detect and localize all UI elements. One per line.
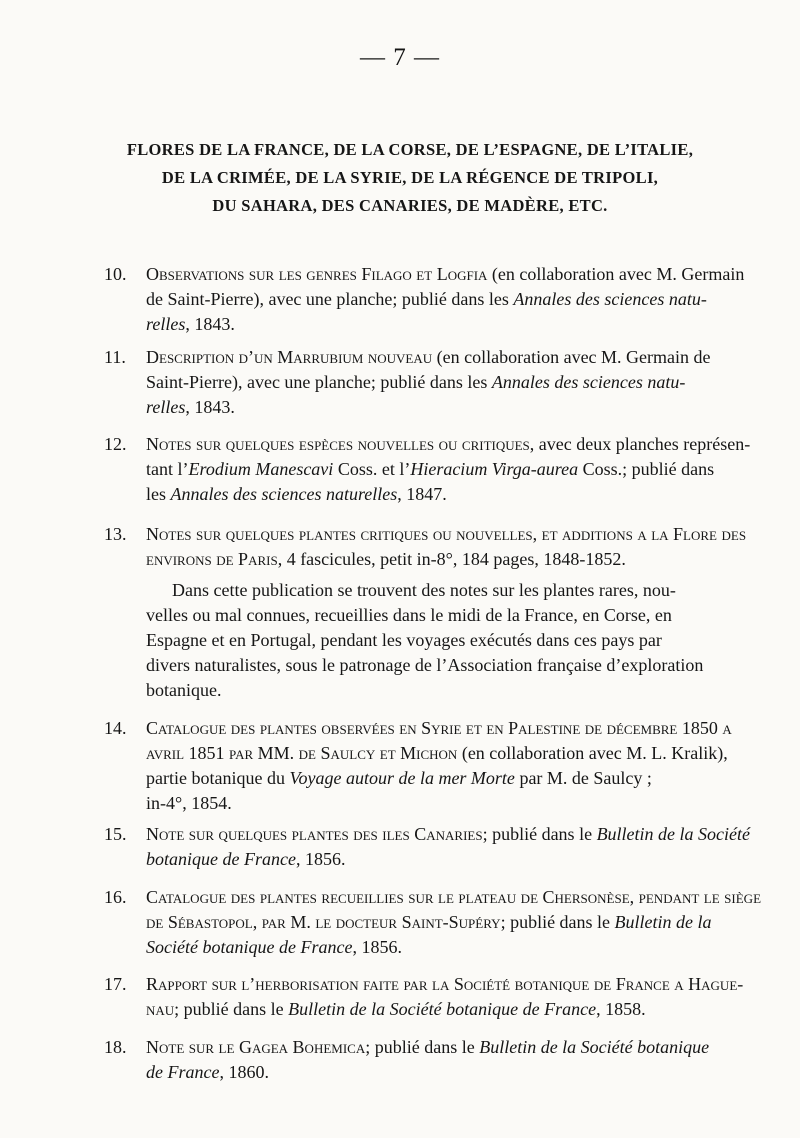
entry-number: 12. — [104, 434, 127, 454]
entry-number: 11. — [104, 347, 126, 367]
bibliography-entry-17: 17. Rapport sur l’herborisation faite par la Société botanique de France a Hague- nau; publié dans le Bulletin de la Société botanique de France, 1858. — [104, 974, 744, 1019]
bibliography-entry-10: 10. Observations sur les genres Filago et Logfia (en collaboration avec M. Germain de Saint-Pierre), avec une planche; publié dans les Annales des sciences natu- relles, 1843. — [104, 264, 745, 334]
section-heading — [80, 136, 740, 220]
entry-number: 18. — [104, 1037, 127, 1057]
entry-number: 15. — [104, 824, 127, 844]
entry-title: Catalogue des plantes observées en Syrie et en Palestine de décembre 1850 a — [146, 718, 732, 738]
entry-title: Note sur le Gagea Bohemica — [146, 1037, 366, 1057]
journal-title: Bulletin de la Société botanique de France — [288, 999, 597, 1019]
entry-number: 16. — [104, 887, 127, 907]
entry-title: Notes sur quelques espèces nouvelles ou critiques — [146, 434, 530, 454]
journal-title: Bulletin de la Société — [596, 824, 751, 844]
entry-title: Note sur quelques plantes des iles Canaries — [146, 824, 483, 844]
heading-line: DE LA CRIMÉE, DE LA SYRIE, DE LA RÉGENCE DE TRIPOLI, — [161, 168, 659, 187]
bibliography-entry-16: 16. Catalogue des plantes recueillies sur le plateau de Chersonèse, pendant le siège de Sébastopol, par M. le docteur Saint-Supéry; publié dans le Bulletin de la Société botanique de France, 1856. — [104, 887, 762, 957]
entry-title: Catalogue des plantes recueillies sur le plateau de Chersonèse, pendant le siège — [146, 887, 762, 907]
entry-title: Notes sur quelques plantes critiques ou nouvelles, et additions a la Flore des — [146, 524, 747, 544]
heading-line: FLORES DE LA FRANCE, DE LA CORSE, DE L’ESPAGNE, DE L’ITALIE, — [126, 140, 694, 159]
bibliography-entry-13: 13. Notes sur quelques plantes critiques ou nouvelles, et additions a la Flore des environs de Paris, 4 fascicules, petit in-8°, 184 pages, 1848-1852. — [104, 524, 747, 569]
journal-title: Bulletin de la Société botanique — [479, 1037, 710, 1057]
journal-title: Bulletin de la — [614, 912, 712, 932]
entry-number: 14. — [104, 718, 127, 738]
entry-title: Rapport sur l’herborisation faite par la Société botanique de France a Hague- — [146, 974, 744, 994]
entry-title: Description d’un Marrubium nouveau — [146, 347, 433, 367]
heading-line: DU SAHARA, DES CANARIES, DE MADÈRE, ETC. — [212, 196, 608, 215]
bibliography-entry-14: 14. Catalogue des plantes observées en Syrie et en Palestine de décembre 1850 a avril 1851 par MM. de Saulcy et Michon (en collaboration avec M. L. Kralik), partie botanique du Voyage autour de la mer Morte par M. de Saulcy ; in-4°, 1854. — [104, 718, 732, 813]
entry-number: 17. — [104, 974, 127, 994]
entry-number: 13. — [104, 524, 127, 544]
journal-title: Annales des sciences natu- — [491, 372, 686, 392]
journal-title: Annales des sciences natu- — [513, 289, 707, 309]
page-number: — 7 — — [360, 44, 440, 71]
entry-number: 10. — [104, 264, 127, 284]
journal-title: Annales des sciences naturelles — [170, 484, 398, 504]
bibliography-entry-11: 11. Description d’un Marrubium nouveau (en collaboration avec M. Germain de Saint-Pierre), avec une planche; publié dans les Annales des sciences natu- relles, 1843. — [104, 347, 711, 417]
bibliography-entry-12: 12. Notes sur quelques espèces nouvelles ou critiques, avec deux planches représen- tant l’Erodium Manescavi Coss. et l’Hieracium Virga-aurea Coss.; publié dans les Annales des sciences naturelles, 1847. — [104, 434, 751, 504]
bibliography-entry-15: 15. Note sur quelques plantes des iles Canaries; publié dans le Bulletin de la Société botanique de France, 1856. — [104, 824, 751, 869]
bibliography-entry-18: 18. Note sur le Gagea Bohemica; publié dans le Bulletin de la Société botanique de France, 1860. — [104, 1037, 710, 1082]
entry-title: Observations sur les genres Filago et Logfia — [146, 264, 488, 284]
entry-13-description: Dans cette publication se trouvent des notes sur les plantes rares, nou- velles ou mal connues, recueillies dans le midi de la France, en Corse, en Espagne et en Portugal, pendant les voyages exécutés dans ces pays par divers naturalistes, sous le patronage de l’Association française d’exploration botanique. — [146, 580, 704, 700]
